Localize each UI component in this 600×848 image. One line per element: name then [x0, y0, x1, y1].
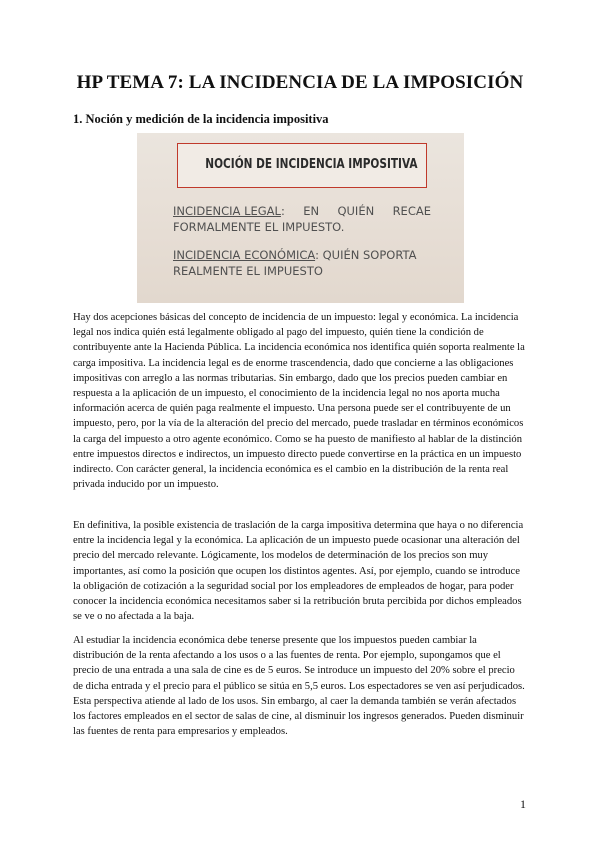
slide-title-box	[177, 143, 427, 188]
slide-legal-word-b: QUIÉN	[337, 204, 375, 218]
slide-legal-colon: :	[280, 204, 285, 218]
slide-legal-word-c: RECAE	[392, 204, 431, 218]
slide-legal-line2: FORMALMENTE EL IMPUESTO.	[173, 220, 345, 234]
page-title: HP TEMA 7: LA INCIDENCIA DE LA IMPOSICIÓN	[76, 72, 524, 93]
slide-legal-word-a: EN	[303, 204, 320, 218]
slide-legal-label: INCIDENCIA LEGAL	[173, 204, 281, 218]
page-number: 1	[520, 797, 526, 811]
paragraph-1: Hay dos acepciones básicas del concepto de incidencia de un impuesto: legal y económica. La incidencia legal nos indica quién está legalmente obligado al pago del impuesto, quién tiene la condición de contribuyente ante la Hacienda Pública. La incidencia económica nos identifica quién soporta realmente la carga impositiva. La incidencia legal es de enorme trascendencia, dado que concierne a las obligaciones impositivas con arreglo a las normas tributarias. Sin embargo, dado que los precios pueden cambiar en respuesta a la aplicación de un impuesto, el conocimiento de la incidencia legal no nos aporta mucha información acerca de quién paga realmente el impuesto. Una persona puede ser el contribuyente de un impuesto, pero, por la vía de la alteración del precio del mercado, puede trasladar en términos económicos la carga del impuesto a otro agente económico. Como se ha puesto de manifiesto al hablar de la distinción entre impuestos directos e indirectos, un impuesto directo puede convertirse en la práctica en un impuesto indirecto. Con carácter general, la incidencia económica es el cambio en la distribución de la renta real privada inducido por un impuesto.	[73, 312, 525, 491]
section-heading: 1. Noción y medición de la incidencia impositiva	[73, 112, 329, 126]
slide-legal-definition	[173, 203, 431, 235]
slide-econ-rest: : QUIÉN SOPORTA	[315, 248, 417, 262]
slide-image	[137, 133, 464, 303]
paragraph-2: En definitiva, la posible existencia de traslación de la carga impositiva determina que haya o no diferencia entre la incidencia legal y la económica. La aplicación de un impuesto puede ocasionar una alteración del precio del mercado relevante. Lógicamente, los modelos de determinación de los precios son muy importantes, así como la posición que ocupen los distintos agentes. Así, por ejemplo, cuando se introduce la obligación de cotización a la seguridad social por los empleadores de empleados de hogar, para poder conocer la incidencia económica necesitamos saber si la retribución bruta percibida por dichos empleados se ve o no afectada a la baja.	[73, 520, 524, 623]
slide-title: NOCIÓN DE INCIDENCIA IMPOSITIVA	[205, 156, 418, 172]
slide-econ-line2: REALMENTE EL IMPUESTO	[173, 264, 323, 278]
slide-econ-label: INCIDENCIA ECONÓMICA	[173, 248, 316, 262]
paragraph-3: Al estudiar la incidencia económica debe tenerse presente que los impuestos pueden cambiar la distribución de la renta afectando a los usos o a las fuentes de renta. Por ejemplo, supongamos que el precio de una entrada a una sala de cine es de 5 euros. Se introduce un impuesto del 20% sobre el precio de dicha entrada y el precio para el público se sitúa en 5,5 euros. Los espectadores se ven así perjudicados. Esta perspectiva atiende al lado de los usos. Sin embargo, al caer la demanda también se verán afectados los factores empleados en el sector de salas de cine, al disminuir los ingresos generados. Pueden disminuir las fuentes de renta para empresarios y empleados.	[73, 635, 525, 738]
slide-economic-definition	[173, 247, 431, 279]
